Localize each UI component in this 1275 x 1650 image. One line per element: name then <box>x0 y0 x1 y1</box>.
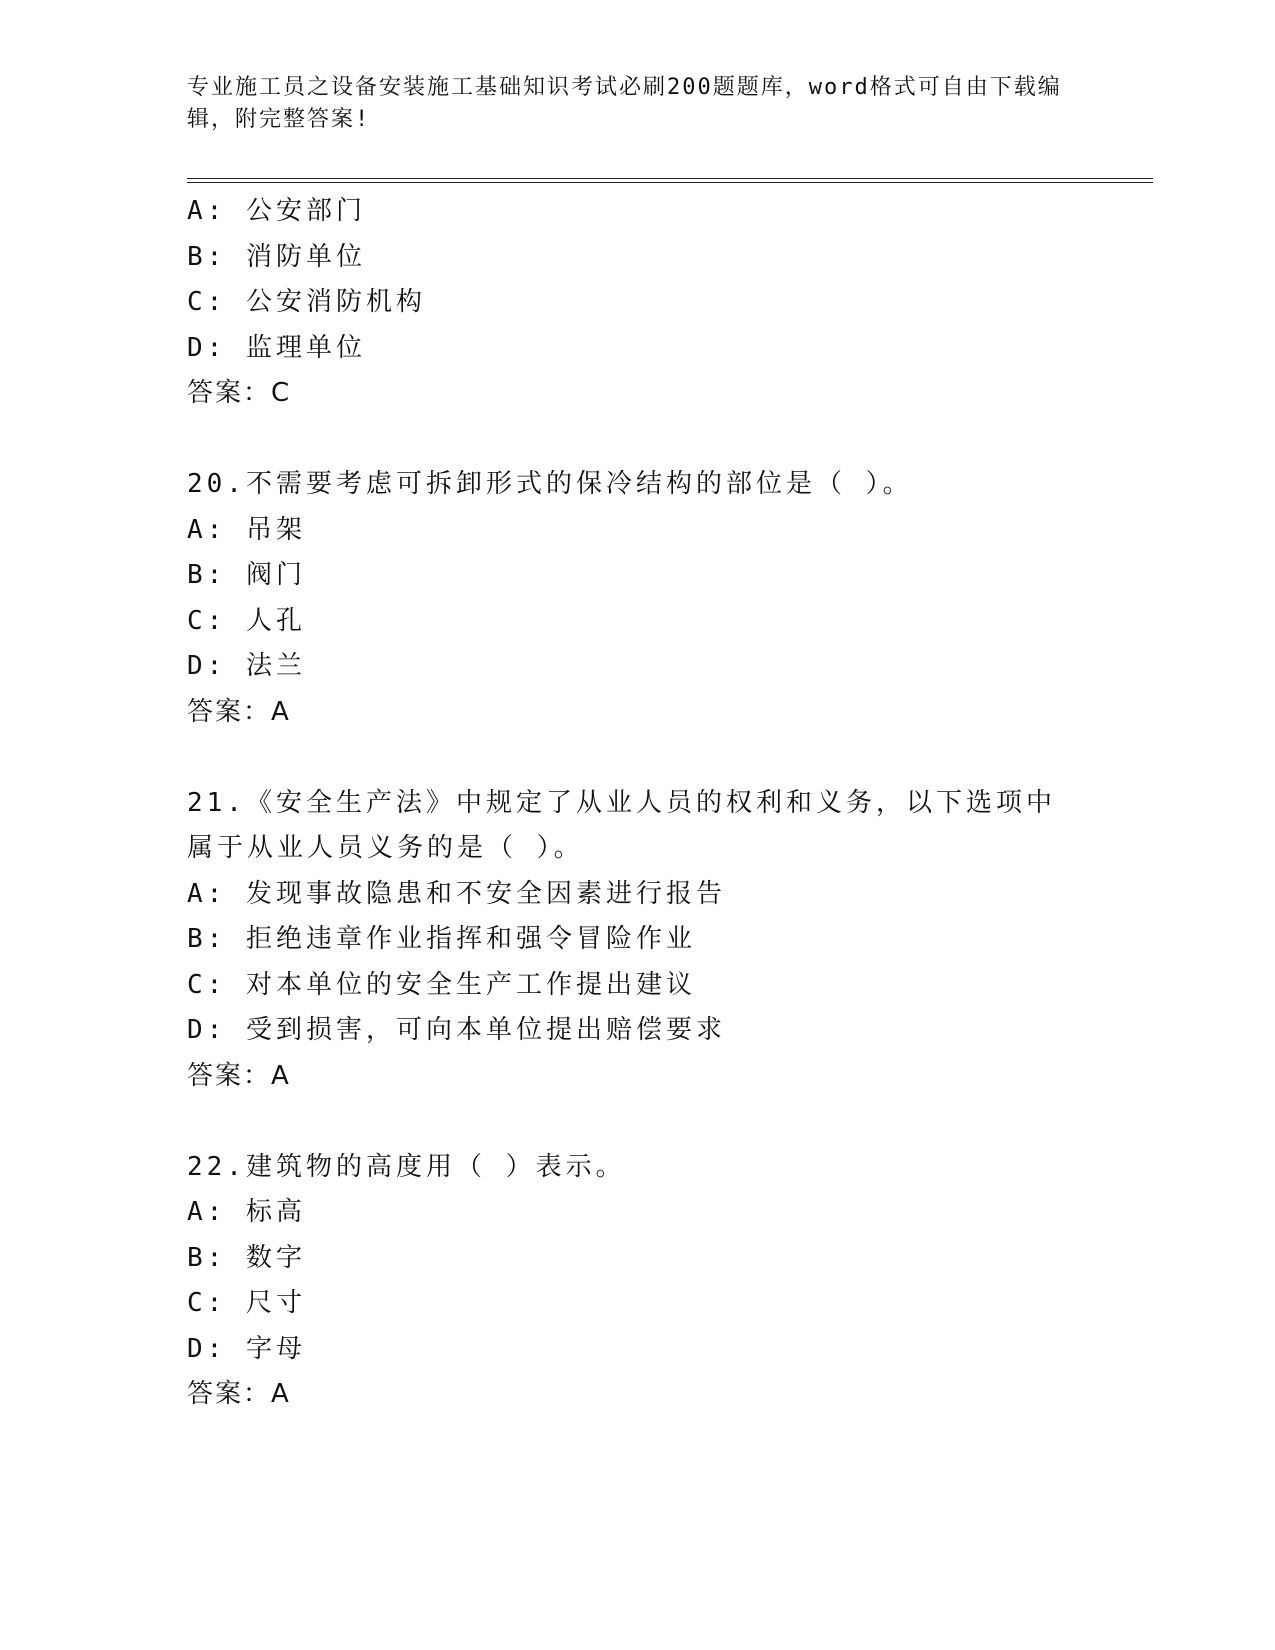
option-a: A: 吊架 <box>187 514 306 545</box>
option-a: A: 发现事故隐患和不安全因素进行报告 <box>187 878 726 909</box>
option-c: C: 人孔 <box>187 605 306 636</box>
question-stem: 22.建筑物的高度用（ ）表示。 <box>187 1151 626 1182</box>
spacer <box>187 417 1087 463</box>
option-a: A: 标高 <box>187 1197 306 1227</box>
document-header: 专业施工员之设备安装施工基础知识考试必刷200题题库，word格式可自由下载编辑，附完整答案! <box>187 75 1062 132</box>
option-b: B: 拒绝违章作业指挥和强令冒险作业 <box>187 924 696 954</box>
option-c: C: 公安消防机构 <box>187 287 426 317</box>
question-block-22 <box>187 1145 1087 1418</box>
option-b: B: 数字 <box>187 1242 306 1273</box>
answer-line: 答案：C <box>187 378 292 408</box>
answer-line: 答案：A <box>187 1379 291 1409</box>
option-b: B: 消防单位 <box>187 241 366 272</box>
option-d: D: 受到损害，可向本单位提出赔偿要求 <box>187 1015 726 1045</box>
question-block-20 <box>187 462 1087 735</box>
question-stem: 20.不需要考虑可拆卸形式的保冷结构的部位是（ ）。 <box>187 469 913 499</box>
header-rule-bottom <box>187 182 1153 183</box>
question-block-21 <box>187 781 1087 1100</box>
option-c: C: 尺寸 <box>187 1288 306 1318</box>
option-d: D: 法兰 <box>187 651 306 681</box>
question-content <box>187 189 1087 1418</box>
spacer <box>187 1099 1087 1145</box>
option-a: A: 公安部门 <box>187 196 366 226</box>
option-c: C: 对本单位的安全生产工作提出建议 <box>187 969 696 1000</box>
header-rule-top <box>187 178 1153 179</box>
option-d: D: 监理单位 <box>187 332 366 363</box>
answer-line: 答案：A <box>187 1060 291 1091</box>
option-d: D: 字母 <box>187 1333 306 1364</box>
spacer <box>187 735 1087 781</box>
option-b: B: 阀门 <box>187 560 306 590</box>
answer-line: 答案：A <box>187 696 291 727</box>
question-stem: 21.《安全生产法》中规定了从业人员的权利和义务，以下选项中属于从业人员义务的是（ ）。 <box>187 787 1056 863</box>
question-block-19 <box>187 189 1087 417</box>
